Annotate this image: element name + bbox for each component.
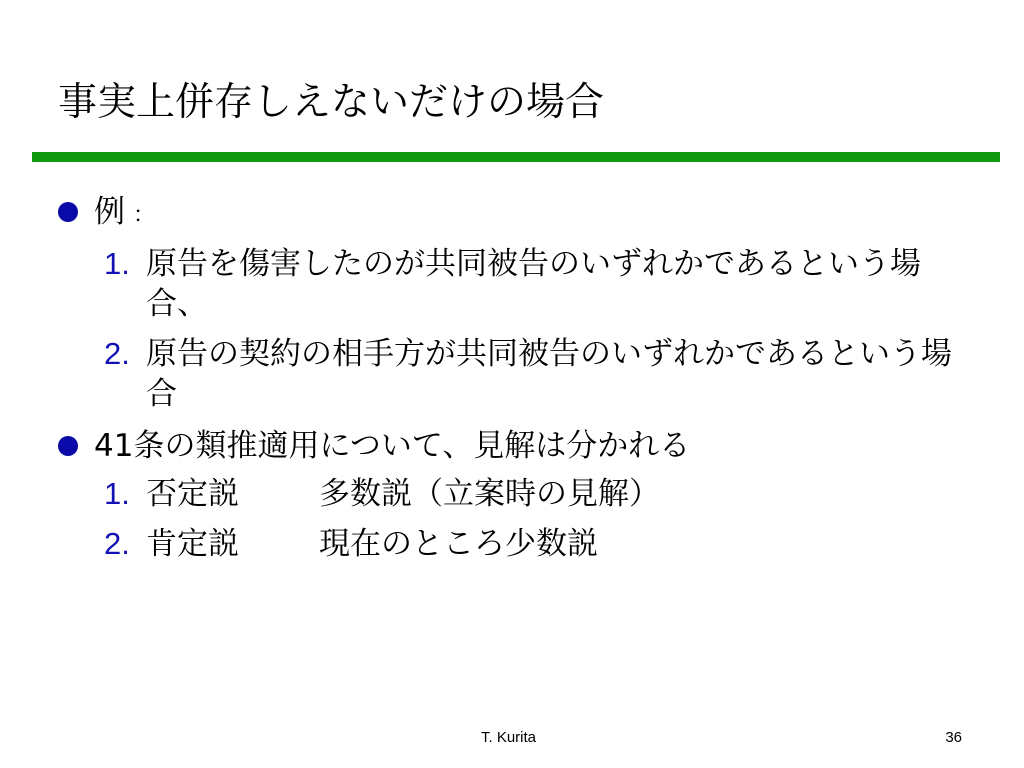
numbered-item	[56, 244, 956, 324]
item-detail: 多数説（立案時の見解）	[319, 476, 660, 512]
bullet-separator: ：	[133, 203, 156, 228]
slide-body	[56, 186, 956, 564]
title-divider	[32, 152, 1000, 162]
slide-title: 事実上併存しえないだけの場合	[58, 80, 605, 125]
bullet-label: 41条の類推適用について、見解は分かれる	[94, 428, 691, 464]
bullet-dot-icon	[58, 202, 78, 222]
numbered-item	[56, 334, 956, 414]
item-number: 1.	[104, 476, 130, 511]
item-number: 2.	[104, 526, 130, 561]
bullet-label: 例	[94, 194, 125, 230]
item-number: 1.	[104, 246, 130, 281]
numbered-item	[56, 474, 956, 514]
page-number: 36	[945, 729, 962, 746]
item-number: 2.	[104, 336, 130, 371]
bullet-example	[56, 186, 956, 242]
bullet-dot-icon	[58, 436, 78, 456]
numbered-item	[56, 524, 956, 564]
footer-author: T. Kurita	[481, 729, 537, 746]
item-text: 否定説	[146, 476, 239, 512]
item-text: 原告を傷害したのが共同被告のいずれかであるという場合、	[146, 246, 921, 322]
item-text: 肯定説	[146, 526, 239, 562]
bullet-article-41	[56, 420, 956, 472]
item-detail: 現在のところ少数説	[319, 526, 598, 562]
item-text: 原告の契約の相手方が共同被告のいずれかであるという場合	[146, 336, 952, 412]
